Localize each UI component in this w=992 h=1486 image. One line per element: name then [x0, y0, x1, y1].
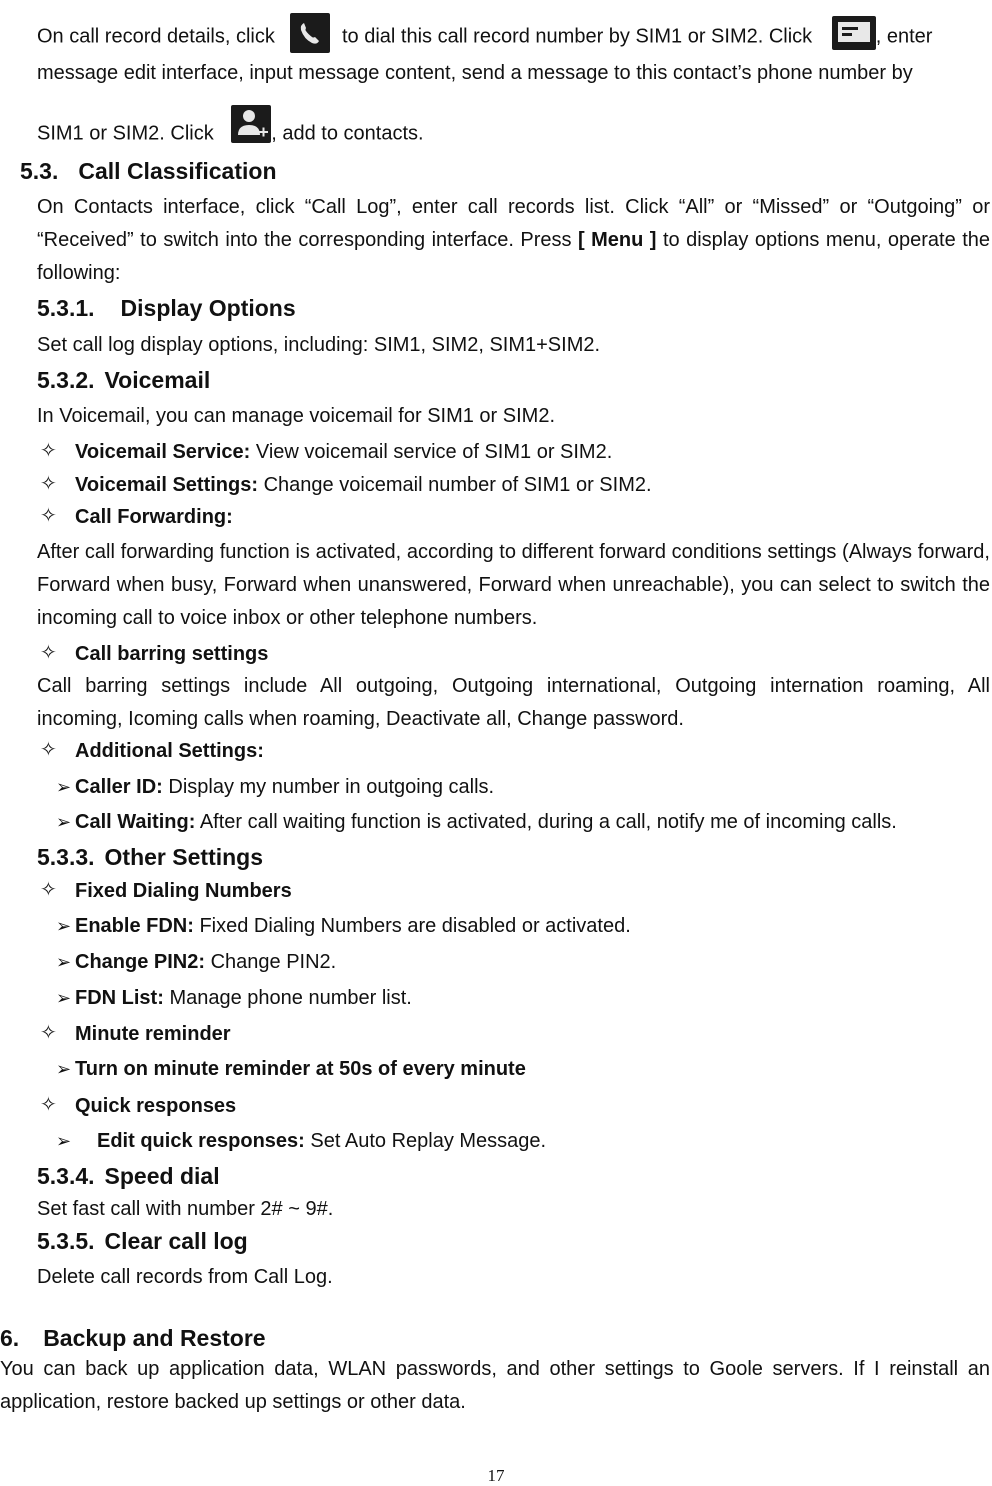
subsection-heading	[37, 295, 296, 322]
item-label: Voicemail Service:	[75, 441, 251, 463]
subsection-title: Display Options	[120, 295, 296, 321]
list-item	[75, 810, 897, 834]
item-text: Manage phone number list.	[169, 987, 412, 1009]
item-label: Turn on minute reminder at 50s of every minute	[75, 1058, 526, 1080]
item-label: Caller ID:	[75, 776, 163, 798]
item-label: Fixed Dialing Numbers	[75, 880, 292, 902]
arrow-bullet-icon: ➢	[56, 1059, 72, 1079]
list-item	[75, 739, 264, 763]
intro-text: to dial this call record number by SIM1 or SIM2. Click	[342, 25, 813, 48]
item-text: Set Auto Replay Message.	[310, 1130, 547, 1152]
list-item	[75, 950, 336, 974]
menu-key: [ Menu ]	[577, 229, 657, 251]
item-label: Call Forwarding:	[75, 506, 233, 528]
item-label: Call barring settings	[75, 643, 269, 665]
diamond-bullet-icon: ✧	[40, 642, 57, 664]
item-label: Minute reminder	[75, 1023, 231, 1045]
arrow-bullet-icon: ➢	[56, 777, 72, 797]
list-item	[75, 1057, 526, 1081]
diamond-bullet-icon: ✧	[40, 1022, 57, 1044]
subsection-title: Clear call log	[104, 1228, 248, 1254]
item-label: Quick responses	[75, 1095, 237, 1117]
subsection-number: 5.3.1.	[37, 295, 95, 321]
list-item	[97, 1129, 546, 1153]
paragraph: After call forwarding function is activated, according to different forward conditions settings (Always forward, Forward when busy, Forward when unanswered, Forward when unreachable), you can select to switch the incoming call to voice inbox or other telephone numbers.	[37, 541, 990, 629]
intro-text: On call record details, click	[37, 25, 275, 48]
phone-icon	[290, 13, 330, 53]
list-item	[75, 879, 292, 903]
diamond-bullet-icon: ✧	[40, 473, 57, 495]
subsection-heading	[37, 367, 210, 394]
intro-line-3	[37, 115, 424, 153]
paragraph: Call barring settings include All outgoing, Outgoing international, Outgoing internation roaming, All incoming, Icoming calls when roaming, Deactivate all, Change password.	[37, 675, 990, 730]
message-icon	[832, 16, 876, 50]
arrow-bullet-icon: ➢	[56, 916, 72, 936]
item-label: Voicemail Settings:	[75, 474, 259, 496]
paragraph: You can back up application data, WLAN passwords, and other settings to Goole servers. If I reinstall an application, restore backed up settings or other data.	[0, 1358, 990, 1413]
list-item	[75, 642, 268, 666]
page-number: 17	[487, 1466, 505, 1485]
item-label: FDN List:	[75, 987, 164, 1009]
arrow-bullet-icon: ➢	[56, 1131, 72, 1151]
paragraph: Delete call records from Call Log.	[37, 1266, 333, 1288]
subsection-number: 5.3.5.	[37, 1228, 95, 1254]
subsection-number: 5.3.3.	[37, 844, 95, 870]
add-contact-icon	[231, 105, 271, 143]
item-text: Change PIN2.	[210, 951, 337, 973]
list-item	[75, 505, 233, 529]
paragraph: Set call log display options, including: SIM1, SIM2, SIM1+SIM2.	[37, 334, 601, 356]
subsection-heading	[37, 1163, 220, 1190]
diamond-bullet-icon: ✧	[40, 440, 57, 462]
section-number: 5.3.	[20, 158, 59, 184]
item-text: Display my number in outgoing calls.	[168, 776, 495, 798]
diamond-bullet-icon: ✧	[40, 1094, 57, 1116]
arrow-bullet-icon: ➢	[56, 988, 72, 1008]
subsection-title: Voicemail	[104, 367, 211, 393]
subsection-title: Speed dial	[104, 1163, 220, 1189]
paragraph: In Voicemail, you can manage voicemail for SIM1 or SIM2.	[37, 405, 556, 427]
item-label: Additional Settings:	[75, 740, 264, 762]
diamond-bullet-icon: ✧	[40, 879, 57, 901]
list-item	[75, 1094, 236, 1118]
diamond-bullet-icon: ✧	[40, 739, 57, 761]
list-item	[75, 986, 412, 1010]
item-text: View voicemail service of SIM1 or SIM2.	[255, 441, 613, 463]
chapter-title: Backup and Restore	[43, 1325, 266, 1351]
intro-line-2: message edit interface, input message content, send a message to this contact’s phone number by	[37, 62, 913, 84]
list-item	[75, 1022, 231, 1046]
subsection-number: 5.3.2.	[37, 367, 95, 393]
intro-text: , enter	[875, 25, 933, 48]
arrow-bullet-icon: ➢	[56, 812, 72, 832]
arrow-bullet-icon: ➢	[56, 952, 72, 972]
subsection-heading	[37, 1228, 248, 1255]
intro-text: SIM1 or SIM2. Click	[37, 122, 214, 145]
intro-text: , add to contacts.	[271, 122, 424, 145]
list-item	[75, 440, 612, 464]
paragraph	[37, 191, 990, 290]
list-item	[75, 473, 652, 497]
item-label: Edit quick responses:	[97, 1130, 305, 1152]
intro-line-1	[37, 17, 932, 57]
list-item	[75, 914, 631, 938]
chapter-heading	[0, 1325, 266, 1352]
paragraph-text: to display options menu, operate the following:	[37, 229, 990, 284]
item-label: Enable FDN:	[75, 915, 194, 937]
item-label: Change PIN2:	[75, 951, 206, 973]
item-text: Change voicemail number of SIM1 or SIM2.	[263, 474, 652, 496]
list-item	[75, 775, 494, 799]
subsection-number: 5.3.4.	[37, 1163, 95, 1189]
subsection-title: Other Settings	[104, 844, 264, 870]
chapter-number: 6.	[0, 1325, 20, 1351]
paragraph-text: On Contacts interface, click “Call Log”, enter call records list. Click “All” or “Missed” or “Outgoing” or “Received” to switch into the corresponding interface. Press	[37, 196, 990, 251]
item-label: Call Waiting:	[75, 811, 196, 833]
paragraph: Set fast call with number 2# ~ 9#.	[37, 1198, 334, 1220]
section-heading	[20, 158, 277, 185]
item-text: After call waiting function is activated, during a call, notify me of incoming calls.	[199, 811, 897, 833]
section-title: Call Classification	[78, 158, 277, 184]
item-text: Fixed Dialing Numbers are disabled or activated.	[199, 915, 631, 937]
subsection-heading	[37, 844, 263, 871]
diamond-bullet-icon: ✧	[40, 505, 57, 527]
